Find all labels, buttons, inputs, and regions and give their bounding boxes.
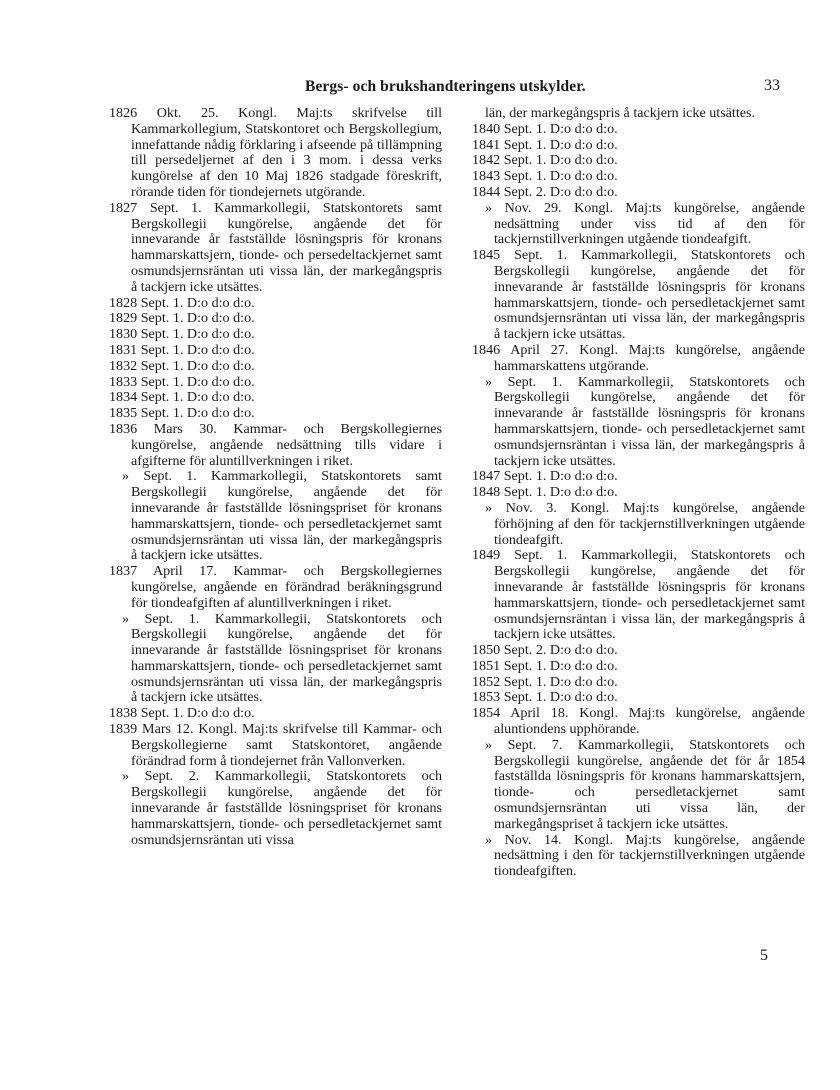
ledger-entry: län, der markegångspris å tackjern icke utsättes. xyxy=(485,105,756,121)
ledger-entry: 1848 Sept. 1. D:o d:o d:o. xyxy=(472,484,618,501)
ledger-entry: 1829 Sept. 1. D:o d:o d:o. xyxy=(109,310,255,327)
ledger-entry: 1839 Mars 12. Kongl. Maj:ts skrifvelse till Kammar- och Bergskollegierne samt Statskontoret, angående förändrad form å tiondejernet från Vallonverken. xyxy=(109,721,442,769)
ledger-entry: 1836 Mars 30. Kammar- och Bergskollegiernes kungörelse, angående nedsättning tills vidare i afgifterne för aluntillverkningen i riket. xyxy=(109,420,442,469)
ledger-entry: 1851 Sept. 1. D:o d:o d:o. xyxy=(472,657,618,674)
signature-mark: 5 xyxy=(760,947,768,964)
ledger-entry: 1842 Sept. 1. D:o d:o d:o. xyxy=(472,152,618,169)
ledger-entry: 1853 Sept. 1. D:o d:o d:o. xyxy=(472,689,618,706)
ledger-entry: 1826 Okt. 25. Kongl. Maj:ts skrifvelse till Kammarkollegium, Statskontoret och Bergskollegium, innefattande nådig förklaring i afseende på tillämpning till persedeljernet af den i 3 mom. i dessa verks kungörelse af den 10 Maj 1826 stadgade föreskrift, rörande tiden för tiondejernets utgörande. xyxy=(109,105,442,200)
ledger-entry: » Sept. 1. Kammarkollegii, Statskontorets och Bergskollegii kungörelse, angående det för innevarande år fastställde lösningspriset för kronans hammarskattsjern, tionde- och persedletackjernet samt osmundsjernsräntan uti vissa län, der markegångspris å tackjern icke utsättes. xyxy=(122,610,442,706)
ledger-entry: 1833 Sept. 1. D:o d:o d:o. xyxy=(109,373,255,390)
ledger-entry: 1854 April 18. Kongl. Maj:ts kungörelse, angående aluntiondens upphörande. xyxy=(472,705,805,738)
ledger-entry: 1832 Sept. 1. D:o d:o d:o. xyxy=(109,357,255,374)
ledger-entry: 1846 April 27. Kongl. Maj:ts kungörelse, angående hammarskattens utgörande. xyxy=(472,341,805,374)
ledger-entry: 1830 Sept. 1. D:o d:o d:o. xyxy=(109,326,255,343)
ledger-entry: 1847 Sept. 1. D:o d:o d:o. xyxy=(472,468,618,485)
ledger-entry: 1850 Sept. 2. D:o d:o d:o. xyxy=(472,642,618,659)
ledger-entry: » Sept. 1. Kammarkollegii, Statskontorets samt Bergskollegii kungörelse, angående det för innevarande år fastställde lösningspriset för kronans hammarskattsjern, tionde- och persedletackjernet samt osmundsjernsräntan uti vissa län, der markegångspris å tackjern icke utsättes. xyxy=(122,468,442,564)
right-column xyxy=(472,106,805,880)
ledger-entry: 1835 Sept. 1. D:o d:o d:o. xyxy=(109,405,255,422)
ledger-entry: » Sept. 1. Kammarkollegii, Statskontorets och Bergskollegii kungörelse, angående det för innevarande år fastställde lösningspris för kronans hammarskattsjern, tionde- och persedletackjernet samt osmundsjernsräntan i vissa län, der markegångspris å tackjern icke utsättes. xyxy=(485,373,805,469)
ledger-entry: » Sept. 2. Kammarkollegii, Statskontorets och Bergskollegii kungörelse, angående det för innevarande år fastställde lösningspriset för kronans hammarskattsjern, tionde- och persedletackjernet samt osmundsjernsräntan uti vissa xyxy=(122,768,442,848)
page-number: 33 xyxy=(764,77,780,94)
ledger-entry: 1827 Sept. 1. Kammarkollegii, Statskontorets samt Bergskollegii kungörelse, angående det för innevarande år fastställde lösningspris för kronans hammarskattsjern, tionde- och persedeltackjernet samt osmundsjernsräntan uti vissa län, der markegångspris å tackjern icke utsättes. xyxy=(109,199,442,295)
ledger-entry: 1831 Sept. 1. D:o d:o d:o. xyxy=(109,341,255,358)
ledger-entry: 1844 Sept. 2. D:o d:o d:o. xyxy=(472,183,618,200)
ledger-entry: » Sept. 7. Kammarkollegii, Statskontorets och Bergskollegii kungörelse, angående det för år 1854 fastställda lösningspris för kronans hammarskattsjern, tionde- och persedletackjernet samt osmundsjernsräntan uti vissa län, der markegångspriset å tackjern icke utsättes. xyxy=(485,736,805,832)
ledger-entry: » Nov. 3. Kongl. Maj:ts kungörelse, angående förhöjning af den för tackjernstillverkningen utgående tiondeafgift. xyxy=(485,499,805,548)
ledger-entry: 1849 Sept. 1. Kammarkollegii, Statskontorets och Bergskollegii kungörelse, angående det för innevarande år fastställde lösningspris för kronans hammarskattsjern, tionde- och persedletackjernet samt osmundsjernsräntan i vissa län, der markegångspris å tackjern icke utsättes. xyxy=(472,547,805,643)
ledger-entry: » Nov. 14. Kongl. Maj:ts kungörelse, angående nedsättning i den för tackjernstillverkningen utgående tiondeafgiften. xyxy=(485,831,805,880)
ledger-entry: 1840 Sept. 1. D:o d:o d:o. xyxy=(472,120,618,137)
ledger-entry: 1837 April 17. Kammar- och Bergskollegiernes kungörelse, angående en förändrad beräkningsgrund för tiondeafgiften af aluntillverkningen i riket. xyxy=(109,563,442,611)
ledger-entry: 1852 Sept. 1. D:o d:o d:o. xyxy=(472,673,618,690)
ledger-entry: 1843 Sept. 1. D:o d:o d:o. xyxy=(472,168,618,185)
ledger-entry: 1845 Sept. 1. Kammarkollegii, Statskontorets och Bergskollegii kungörelse, angående det för innevarande år fastställde lösningspris för kronans hammarskattsjern, tionde- och persedletackjernet samt osmundsjernsräntan uti vissa län, der markegångspris å tackjern icke utsättas. xyxy=(472,247,805,343)
ledger-entry: 1828 Sept. 1. D:o d:o d:o. xyxy=(109,294,255,311)
ledger-entry: 1841 Sept. 1. D:o d:o d:o. xyxy=(472,136,618,153)
left-column xyxy=(109,106,442,848)
ledger-entry: 1834 Sept. 1. D:o d:o d:o. xyxy=(109,389,255,406)
running-header: Bergs- och brukshandteringens utskylder. xyxy=(305,78,586,95)
ledger-entry: » Nov. 29. Kongl. Maj:ts kungörelse, angående nedsättning under viss tid af den för tackjernstillverkningen utgående tiondeafgift. xyxy=(485,199,805,248)
ledger-entry: 1838 Sept. 1. D:o d:o d:o. xyxy=(109,705,255,722)
